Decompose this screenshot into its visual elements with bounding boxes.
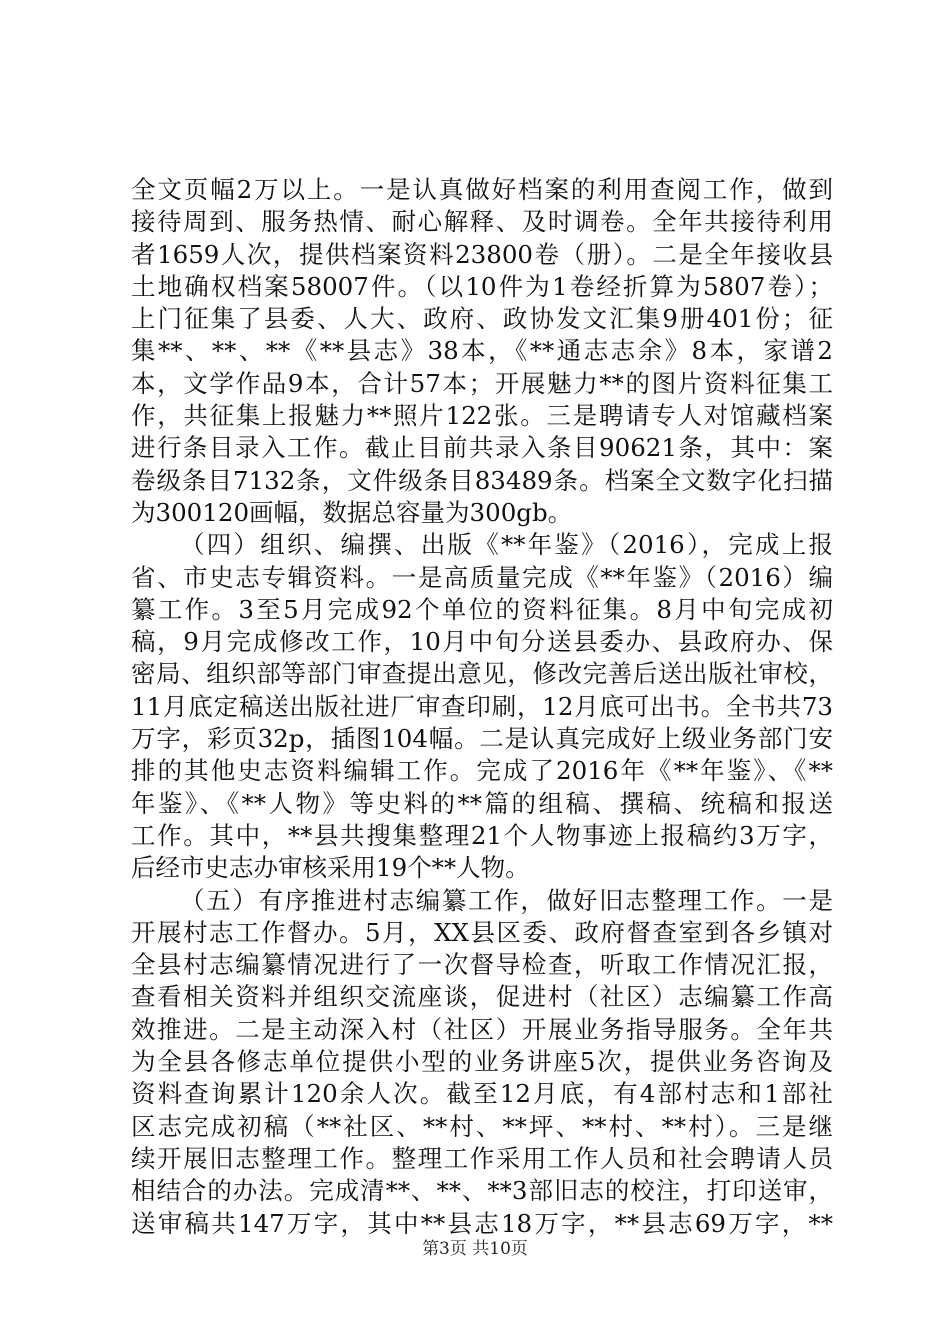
text-line: 开展村志工作督办。5月，XX县区委、政府督查室到各乡镇对 — [131, 917, 833, 947]
document-body — [131, 174, 833, 1240]
text-line: 卷级条目7132条，文件级条目83489条。档案全文数字化扫描 — [131, 465, 833, 495]
text-line: 上门征集了县委、人大、政府、政协发文汇集9册401份；征 — [131, 304, 833, 334]
text-line: 者1659人次，提供档案资料23800卷（册）。二是全年接收县 — [131, 239, 833, 269]
section-five-heading-line: （五）有序推进村志编纂工作，做好旧志整理工作。一是 — [180, 885, 833, 915]
text-line: 排的其他史志资料编辑工作。完成了2016年《**年鉴》、《** — [131, 756, 833, 786]
text-line: 接待周到、服务热情、耐心解释、及时调卷。全年共接待利用 — [131, 207, 833, 237]
text-line: 全文页幅2万以上。一是认真做好档案的利用查阅工作，做到 — [131, 175, 833, 204]
text-line: 密局、组织部等部门审查提出意见，修改完善后送出版社审校， — [131, 659, 833, 689]
text-line: 查看相关资料并组织交流座谈，促进村（社区）志编纂工作高 — [131, 982, 833, 1012]
text-line: 万字，彩页32p，插图104幅。二是认真完成好上级业务部门安 — [131, 724, 833, 754]
text-line: 为全县各修志单位提供小型的业务讲座5次，提供业务咨询及 — [131, 1047, 833, 1077]
text-line: 本，文学作品9本，合计57本；开展魅力**的图片资料征集工 — [131, 368, 833, 398]
text-line: 年鉴》、《**人物》等史料的**篇的组稿、撰稿、统稿和报送 — [131, 788, 833, 818]
text-line: 稿，9月完成修改工作，10月中旬分送县委办、县政府办、保 — [131, 627, 833, 657]
paragraph-end-line: 为300120画幅，数据总容量为300gb。 — [131, 497, 573, 527]
text-line: 省、市史志专辑资料。一是高质量完成《**年鉴》（2016）编 — [131, 562, 833, 592]
text-line: 作，共征集上报魅力**照片122张。三是聘请专人对馆藏档案 — [131, 401, 833, 431]
text-line: 资料查询累计120余人次。截至12月底，有4部村志和1部社 — [131, 1079, 833, 1109]
text-line: 全县村志编纂情况进行了一次督导检查，听取工作情况汇报， — [131, 950, 833, 980]
text-line: 工作。其中，**县共搜集整理21个人物事迹上报稿约3万字， — [131, 820, 833, 850]
paragraph-end-line: 后经市史志办审核采用19个**人物。 — [131, 853, 530, 883]
text-line: 土地确权档案58007件。（以10件为1卷经折算为5807卷）； — [131, 271, 833, 301]
text-line: 送审稿共147万字，其中**县志18万字，**县志69万字，** — [131, 1208, 833, 1238]
text-line: 区志完成初稿（**社区、**村、**坪、**村、**村）。三是继 — [131, 1111, 833, 1141]
section-four-heading-line: （四）组织、编撰、出版《**年鉴》（2016），完成上报 — [180, 530, 833, 560]
text-line: 集**、**、**《**县志》38本，《**通志志余》8本，家谱2 — [131, 336, 833, 366]
text-line: 相结合的办法。完成清**、**、**3部旧志的校注，打印送审， — [131, 1176, 833, 1206]
text-line: 纂工作。3至5月完成92个单位的资料征集。8月中旬完成初 — [131, 594, 833, 624]
text-line: 效推进。二是主动深入村（社区）开展业务指导服务。全年共 — [131, 1014, 833, 1044]
text-line: 11月底定稿送出版社进厂审查印刷，12月底可出书。全书共73 — [131, 691, 833, 721]
text-line: 进行条目录入工作。截止目前共录入条目90621条，其中：案 — [131, 433, 833, 463]
page-number-footer: 第3页 共10页 — [422, 1239, 528, 1259]
text-line: 续开展旧志整理工作。整理工作采用工作人员和社会聘请人员 — [131, 1143, 833, 1173]
